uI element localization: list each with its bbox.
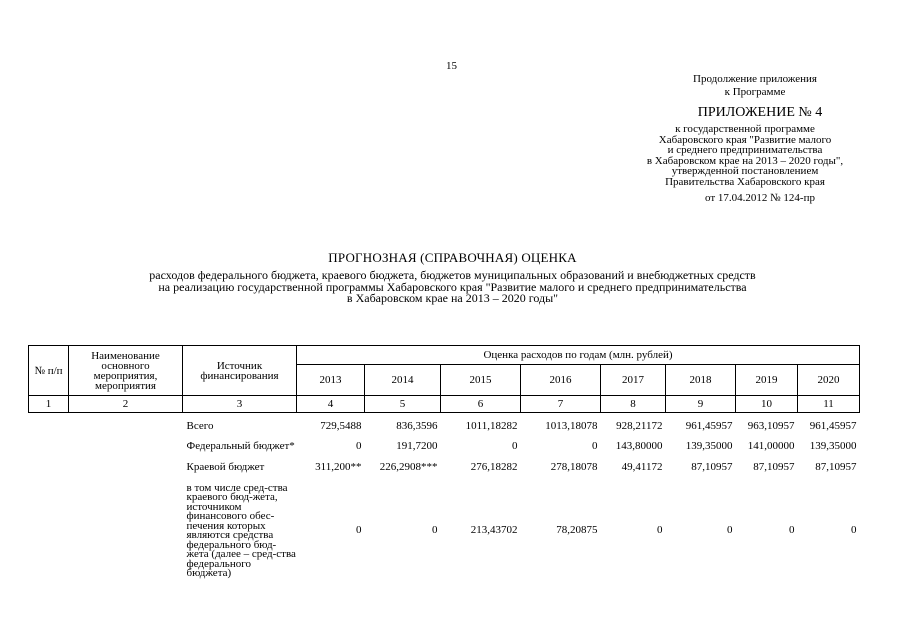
header-name: Наименование основного мероприятия, мероприятия	[69, 346, 183, 396]
row-source: Всего	[186, 420, 214, 433]
appendix-description	[610, 124, 880, 187]
table-row	[29, 477, 860, 585]
table-row	[29, 419, 860, 435]
row-value: 87,10957	[753, 461, 795, 474]
row-value: 141,00000	[747, 440, 795, 453]
header-estimate: Оценка расходов по годам (млн. рублей)	[297, 346, 860, 365]
row-value: 836,3596	[396, 420, 438, 433]
continuation-line: к Программе	[724, 86, 786, 98]
row-value: 49,41172	[621, 461, 663, 474]
column-number: 7	[521, 396, 601, 413]
header-year: 2013	[297, 365, 365, 396]
row-value: 961,45957	[685, 420, 733, 433]
document-subtitle	[0, 270, 905, 305]
column-number: 1	[29, 396, 69, 413]
continuation-line: Продолжение приложения	[693, 73, 817, 85]
column-number: 9	[666, 396, 736, 413]
column-number: 4	[297, 396, 365, 413]
row-value: 1013,18078	[545, 420, 598, 433]
appendix-desc-line: и среднего предпринимательства	[667, 144, 823, 156]
column-number: 6	[441, 396, 521, 413]
row-value: 0	[657, 524, 663, 537]
row-source: Краевой бюджет	[186, 461, 265, 474]
appendix-desc-line: к государственной программе	[675, 123, 815, 135]
header-year: 2020	[798, 365, 860, 396]
row-source: Федеральный бюджет*	[186, 440, 295, 453]
row-value: 1011,18282	[465, 420, 518, 433]
continuation-note	[660, 73, 850, 99]
row-value: 278,18078	[550, 461, 598, 474]
row-value: 87,10957	[691, 461, 733, 474]
column-number: 5	[365, 396, 441, 413]
row-value: 0	[851, 524, 857, 537]
row-value: 143,80000	[615, 440, 663, 453]
row-value: 213,43702	[470, 524, 518, 537]
table-row	[29, 459, 860, 477]
appendix-date: от 17.04.2012 № 124-пр	[705, 192, 815, 204]
document-title: ПРОГНОЗНАЯ (СПРАВОЧНАЯ) ОЦЕНКА	[328, 250, 577, 265]
row-value: 139,35000	[685, 440, 733, 453]
row-value: 961,45957	[809, 420, 857, 433]
row-value: 0	[356, 440, 362, 453]
row-value: 0	[592, 440, 598, 453]
header-source: Источник финансирования	[183, 346, 297, 396]
appendix-desc-line: Правительства Хабаровского края	[665, 175, 825, 188]
subtitle-line: в Хабаровском крае на 2013 – 2020 годы"	[346, 291, 559, 305]
column-number: 3	[183, 396, 297, 413]
row-value: 139,35000	[809, 440, 857, 453]
appendix-desc-line: Хабаровского края "Развитие малого	[658, 133, 832, 146]
row-value: 0	[512, 440, 518, 453]
row-value: 963,10957	[747, 420, 795, 433]
row-value: 928,21172	[616, 420, 663, 433]
row-value: 0	[789, 524, 795, 537]
header-no: № п/п	[29, 346, 69, 396]
appendix-desc-line: в Хабаровском крае на 2013 – 2020 годы",	[646, 154, 844, 167]
subtitle-line: на реализацию государственной программы Хабаровского края "Развитие малого и среднего предпринимательства	[158, 279, 747, 294]
row-value: 311,200**	[315, 461, 362, 474]
table-row	[29, 435, 860, 459]
column-number: 11	[798, 396, 860, 413]
column-number: 2	[69, 396, 183, 413]
appendix-desc-line: утвержденной постановлением	[671, 165, 819, 177]
appendix-title: ПРИЛОЖЕНИЕ № 4	[697, 105, 823, 120]
header-year: 2015	[441, 365, 521, 396]
row-value: 191,7200	[396, 440, 438, 453]
row-value: 87,10957	[815, 461, 857, 474]
row-value: 78,20875	[556, 524, 598, 537]
header-year: 2016	[521, 365, 601, 396]
column-number: 10	[736, 396, 798, 413]
row-source: в том числе сред-ства краевого бюд-жета, источником финансового обес-печения которых являются средства федерального бюд-жета (далее – сред-ства федерального бюджета)	[186, 481, 296, 579]
header-year: 2014	[365, 365, 441, 396]
header-year: 2019	[736, 365, 798, 396]
budget-table	[28, 345, 860, 585]
row-value: 0	[356, 524, 362, 537]
header-year: 2018	[666, 365, 736, 396]
column-number: 8	[601, 396, 666, 413]
page-number: 15	[446, 60, 457, 72]
row-value: 276,18282	[470, 461, 518, 474]
row-value: 0	[727, 524, 733, 537]
header-year: 2017	[601, 365, 666, 396]
row-value: 0	[432, 524, 438, 537]
row-value: 226,2908***	[379, 461, 438, 474]
row-value: 729,5488	[320, 420, 362, 433]
subtitle-line: расходов федерального бюджета, краевого бюджета, бюджетов муниципальных образований и внебюджетных средств	[149, 268, 756, 282]
